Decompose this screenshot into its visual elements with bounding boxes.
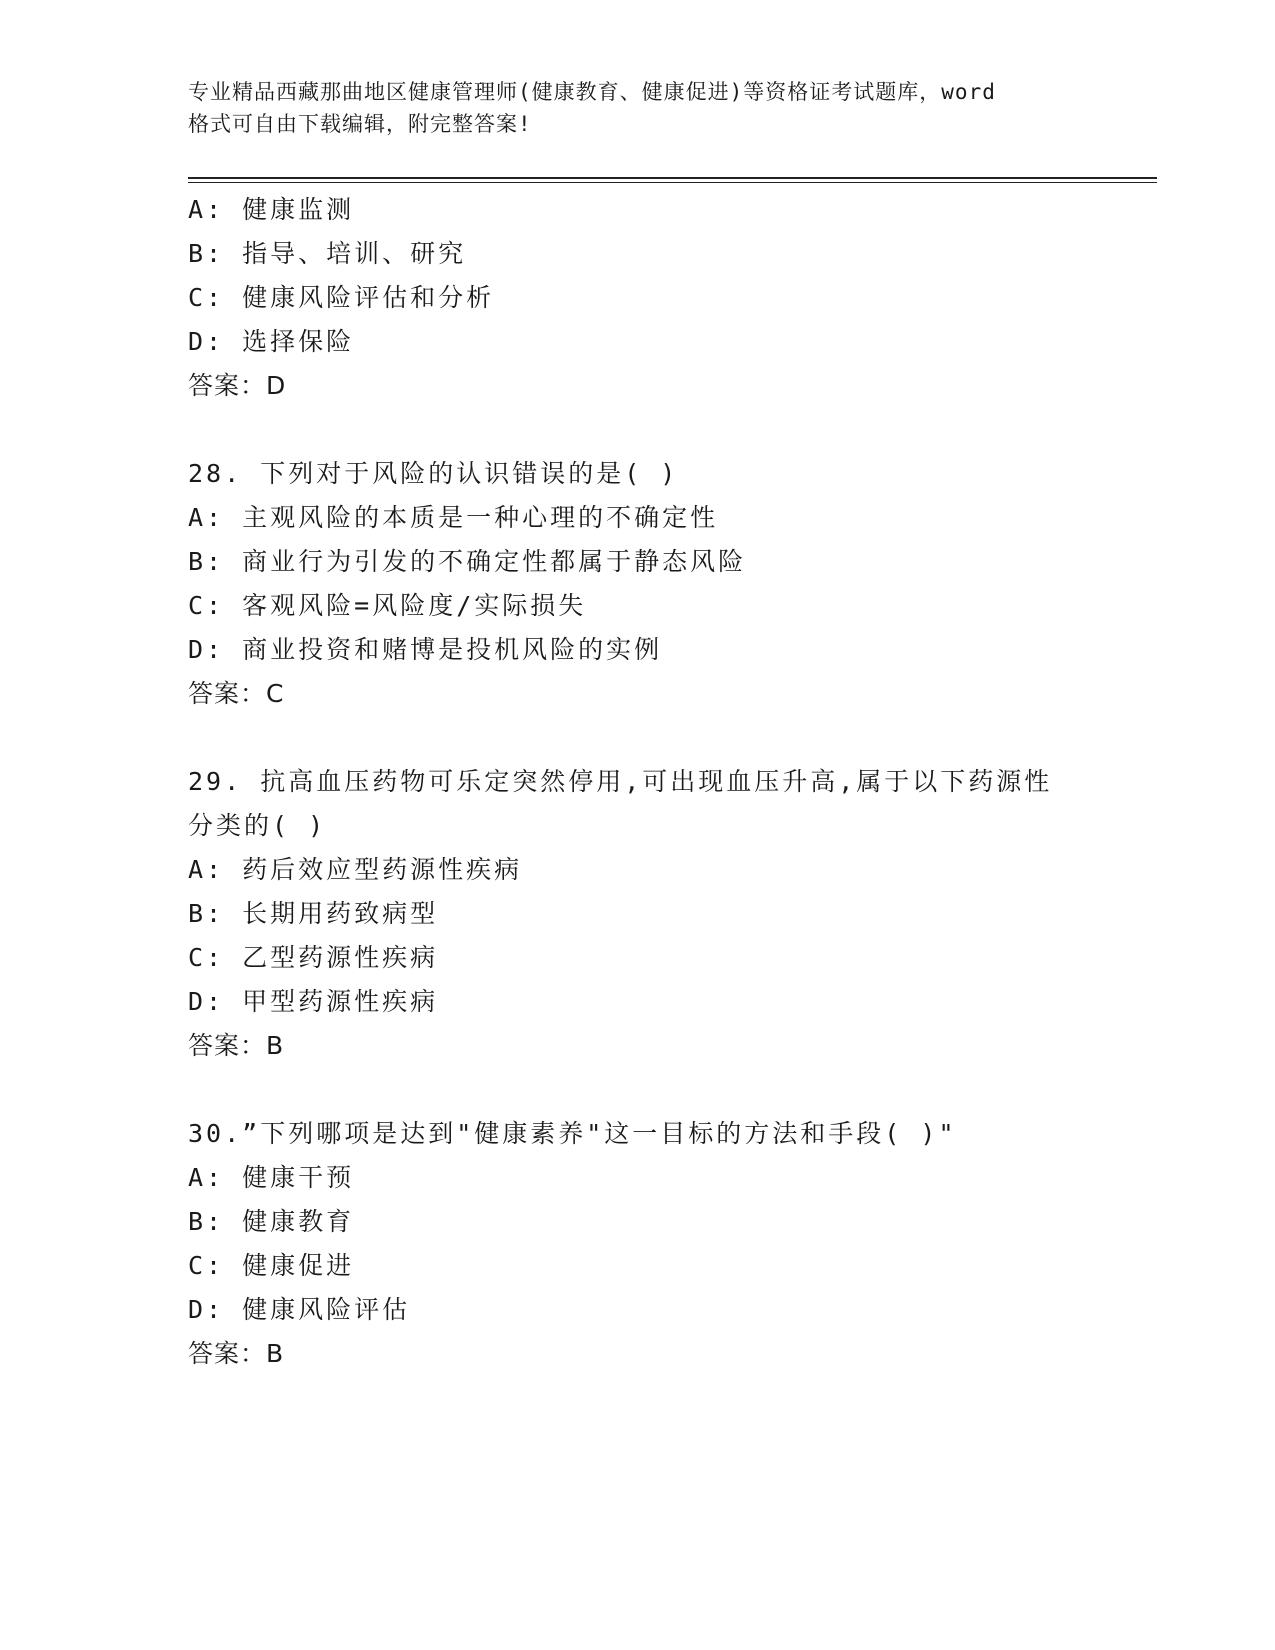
q28-option-b: B: 商业行为引发的不确定性都属于静态风险: [188, 547, 747, 576]
q29-option-b: B: 长期用药致病型: [188, 899, 439, 928]
q28-stem: 28. 下列对于风险的认识错误的是( ): [188, 459, 679, 488]
q30-option-c: C: 健康促进: [188, 1251, 355, 1280]
q29-answer: 答案：B: [188, 1031, 285, 1060]
q28-option-a: A: 主观风险的本质是一种心理的不确定性: [188, 503, 719, 532]
q30-option-d: D: 健康风险评估: [188, 1295, 411, 1324]
header-line-1: 专业精品西藏那曲地区健康管理师(健康教育、健康促进)等资格证考试题库，word: [188, 80, 996, 104]
q28-option-c: C: 客观风险=风险度/实际损失: [188, 591, 587, 620]
q30-stem: 30.”下列哪项是达到"健康素养"这一目标的方法和手段( )": [188, 1119, 957, 1148]
q28-answer: 答案：C: [188, 679, 285, 708]
q30-answer: 答案：B: [188, 1339, 285, 1368]
header-divider-thick: [188, 177, 1157, 179]
document-header: [188, 76, 1088, 140]
q27-option-a: A: 健康监测: [188, 195, 355, 224]
q28-option-d: D: 商业投资和赌博是投机风险的实例: [188, 635, 663, 664]
header-divider-thin: [188, 182, 1157, 183]
q29-option-d: D: 甲型药源性疾病: [188, 987, 439, 1016]
q27-option-c: C: 健康风险评估和分析: [188, 283, 495, 312]
q30-option-b: B: 健康教育: [188, 1207, 355, 1236]
q27-answer: 答案：D: [188, 371, 287, 400]
q30-option-a: A: 健康干预: [188, 1163, 355, 1192]
q27-option-d: D: 选择保险: [188, 327, 355, 356]
q29-option-a: A: 药后效应型药源性疾病: [188, 855, 523, 884]
q29-option-c: C: 乙型药源性疾病: [188, 943, 439, 972]
q27-option-b: B: 指导、培训、研究: [188, 239, 467, 268]
q29-stem-line-2: 分类的( ): [188, 811, 327, 840]
header-line-2: 格式可自由下载编辑，附完整答案!: [188, 112, 532, 136]
q29-stem-line-1: 29. 抗高血压药物可乐定突然停用,可出现血压升高,属于以下药源性: [188, 767, 1053, 796]
